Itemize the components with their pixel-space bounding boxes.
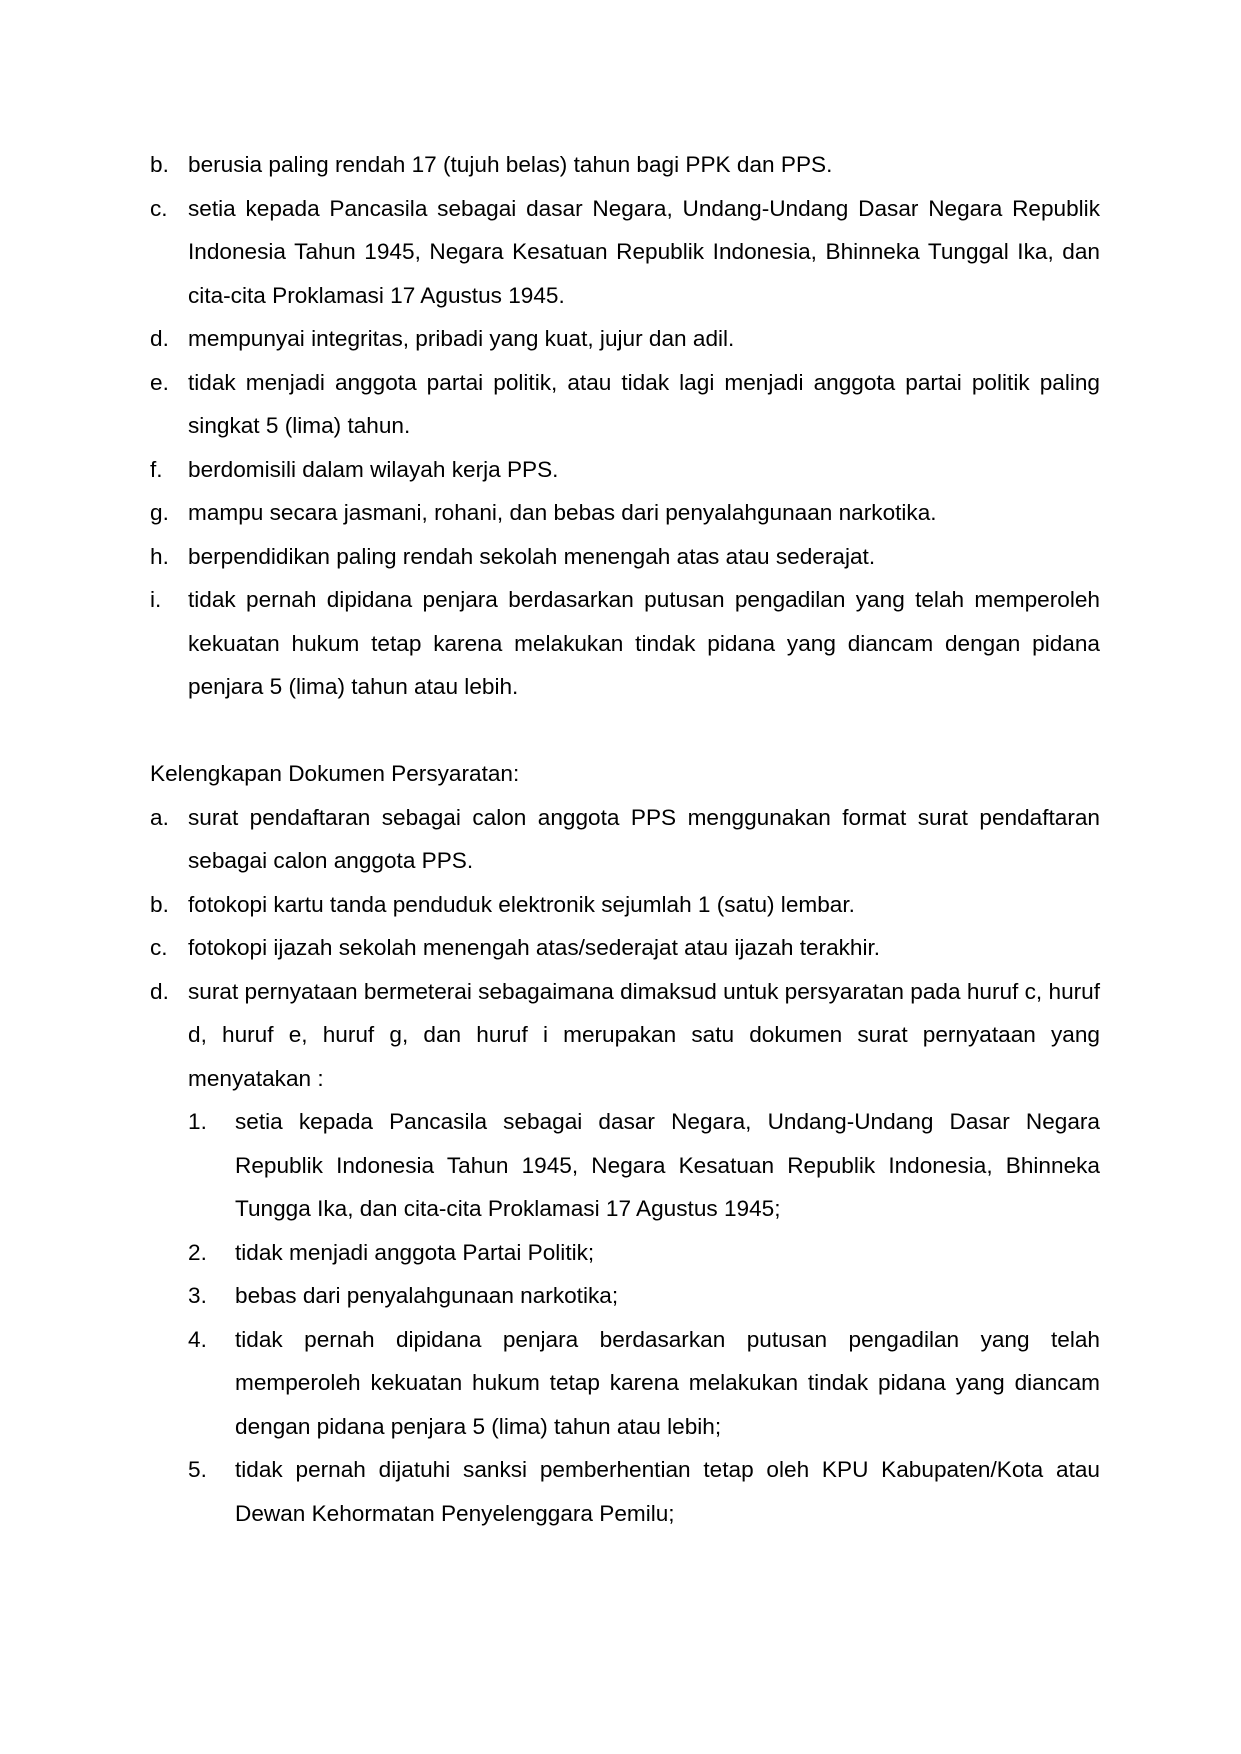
list-text: berusia paling rendah 17 (tujuh belas) tahun bagi PPK dan PPS. (188, 152, 833, 177)
list-text: mampu secara jasmani, rohani, dan bebas dari penyalahgunaan narkotika. (188, 500, 937, 525)
list-text: fotokopi ijazah sekolah menengah atas/sederajat atau ijazah terakhir. (188, 935, 881, 960)
list-text: mempunyai integritas, pribadi yang kuat, jujur dan adil. (188, 326, 735, 351)
list-label: c. (150, 195, 168, 221)
list-item (188, 1448, 1100, 1535)
requirements-list (150, 143, 1100, 709)
list-text: berpendidikan paling rendah sekolah menengah atas atau sederajat. (188, 543, 876, 569)
list-text: tidak menjadi anggota partai politik, atau tidak lagi menjadi anggota partai politik paling singkat 5 (lima) tahun. (188, 369, 1100, 438)
list-text: bebas dari penyalahgunaan narkotika; (235, 1283, 619, 1308)
document-content (150, 143, 1100, 1535)
list-number: 5. (188, 1457, 207, 1482)
documents-list (150, 796, 1100, 1101)
list-number: 4. (188, 1326, 207, 1352)
list-label: c. (150, 935, 168, 960)
list-item (150, 535, 1100, 579)
list-item (150, 448, 1100, 492)
section-heading: Kelengkapan Dokumen Persyaratan: (150, 761, 520, 786)
list-label: i. (150, 587, 162, 612)
list-text: setia kepada Pancasila sebagai dasar Negara, Undang-Undang Dasar Negara Republik Indonesia Tahun 1945, Negara Kesatuan Republik Indonesia, Bhinneka Tungga Ika, dan cita-cita Proklamasi 17 Agustus 1945; (235, 1109, 1100, 1221)
list-label: d. (150, 326, 169, 351)
list-item (188, 1274, 1100, 1318)
list-label: d. (150, 978, 169, 1004)
list-text: tidak pernah dipidana penjara berdasarkan putusan pengadilan yang telah memperoleh kekuatan hukum tetap karena melakukan tindak pidana yang diancam dengan pidana penjara 5 (lima) tahun atau lebih; (235, 1326, 1100, 1439)
list-item (150, 361, 1100, 448)
list-text: fotokopi kartu tanda penduduk elektronik sejumlah 1 (satu) lembar. (188, 891, 855, 917)
list-item (150, 491, 1100, 535)
list-label: a. (150, 804, 169, 830)
list-label: g. (150, 500, 169, 525)
list-text: surat pendaftaran sebagai calon anggota PPS menggunakan format surat pendaftaran sebagai calon anggota PPS. (188, 804, 1100, 873)
list-item (150, 796, 1100, 883)
list-number: 1. (188, 1109, 207, 1134)
list-item (150, 317, 1100, 361)
list-item (150, 187, 1100, 318)
list-item (150, 883, 1100, 927)
list-label: b. (150, 152, 169, 177)
list-item (150, 970, 1100, 1101)
list-text: tidak pernah dijatuhi sanksi pemberhentian tetap oleh KPU Kabupaten/Kota atau Dewan Kehormatan Penyelenggara Pemilu; (235, 1457, 1100, 1526)
list-item (150, 578, 1100, 709)
list-text: berdomisili dalam wilayah kerja PPS. (188, 456, 559, 482)
list-item (150, 926, 1100, 970)
statements-list (188, 1100, 1100, 1535)
list-text: tidak pernah dipidana penjara berdasarkan putusan pengadilan yang telah memperoleh kekuatan hukum tetap karena melakukan tindak pidana yang diancam dengan pidana penjara 5 (lima) tahun atau lebih. (188, 587, 1100, 699)
list-label: b. (150, 891, 169, 917)
list-number: 3. (188, 1283, 207, 1308)
list-label: e. (150, 369, 169, 395)
list-label: h. (150, 543, 169, 569)
list-number: 2. (188, 1239, 207, 1265)
list-text: tidak menjadi anggota Partai Politik; (235, 1239, 595, 1265)
list-item (188, 1100, 1100, 1231)
list-item (188, 1231, 1100, 1275)
list-text: setia kepada Pancasila sebagai dasar Negara, Undang-Undang Dasar Negara Republik Indonesia Tahun 1945, Negara Kesatuan Republik Indonesia, Bhinneka Tunggal Ika, dan cita-cita Proklamasi 17 Agustus 1945. (188, 195, 1100, 308)
list-item (150, 143, 1100, 187)
list-text: surat pernyataan bermeterai sebagaimana dimaksud untuk persyaratan pada huruf c, huruf d, huruf e, huruf g, dan huruf i merupakan satu dokumen surat pernyataan yang menyatakan : (188, 978, 1100, 1091)
list-label: f. (150, 456, 163, 482)
list-item (188, 1318, 1100, 1449)
